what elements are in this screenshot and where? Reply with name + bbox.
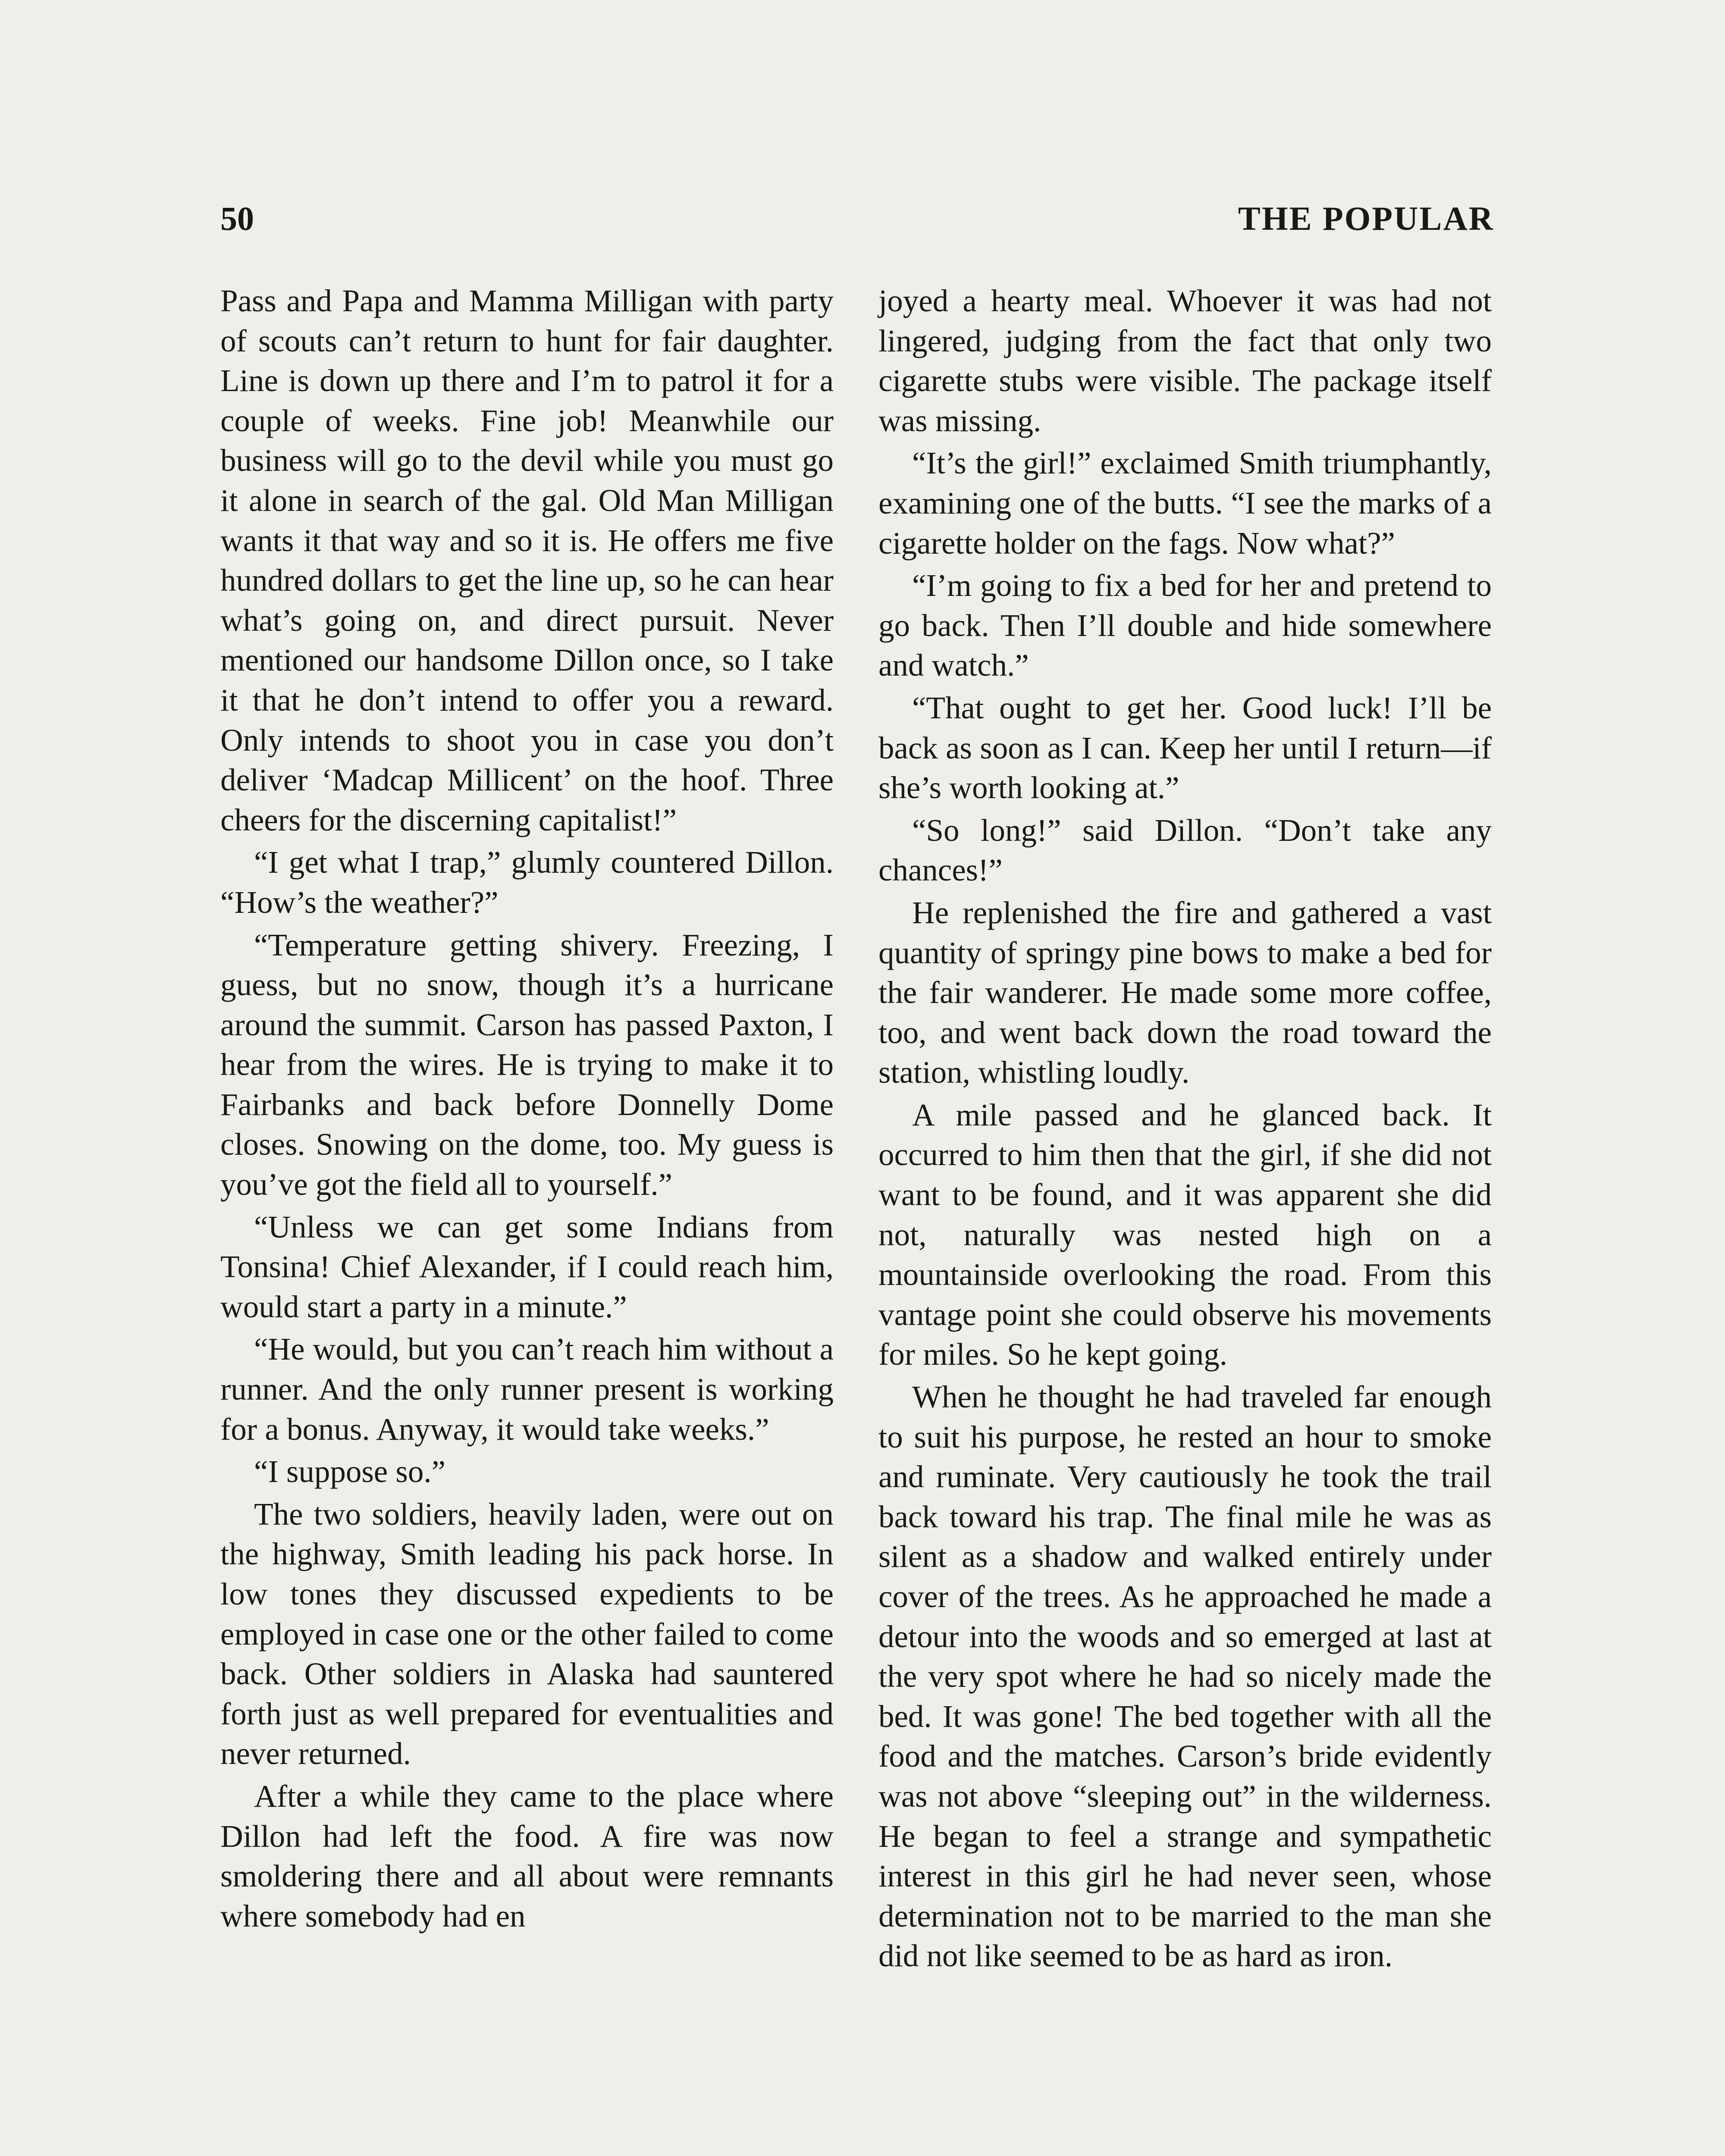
page-number: 50 bbox=[220, 200, 254, 237]
paragraph: “It’s the girl!” exclaimed Smith triumphantly, examining one of the butts. “I see the marks of a cigarette holder on the fags. Now what?” bbox=[878, 445, 1492, 561]
paragraph: When he thought he had traveled far enough to suit his purpose, he rested an hour to smoke and ruminate. Very cautiously he took the trail back toward his trap. The final mile he was as silent as a shadow and walked entirely under cover of the trees. As he approached he made a detour into the woods and so emerged at last at the very spot where he had so nicely made the bed. It was gone! The bed together with all the food and the matches. Carson’s bride evidently was not above “sleeping out” in the wilderness. He began to feel a strange and sympathetic interest in this girl he had never seen, whose determination not to be married to the man she did not like seemed to be as hard as iron. bbox=[878, 1379, 1492, 1974]
paragraph: joyed a hearty meal. Whoever it was had not lingered, judging from the fact that only two cigarette stubs were visible. The package itself was missing. bbox=[878, 283, 1492, 438]
paragraph: A mile passed and he glanced back. It occurred to him then that the girl, if she did not want to be found, and it was apparent she did not, naturally was nested high on a mountainside overlooking the road. From this vantage point she could observe his movements for miles. So he kept going. bbox=[878, 1097, 1492, 1372]
right-column bbox=[878, 281, 1492, 1979]
paragraph: “I get what I trap,” glumly countered Dillon. “How’s the weather?” bbox=[220, 845, 834, 920]
paragraph: “Temperature getting shivery. Freezing, I guess, but no snow, though it’s a hurricane around the summit. Carson has passed Paxton, I hear from the wires. He is trying to make it to Fairbanks and back before Donnelly Dome closes. Snowing on the dome, too. My guess is you’ve got the field all to yourself.” bbox=[220, 927, 834, 1202]
paragraph: The two soldiers, heavily laden, were out on the highway, Smith leading his pack horse. In low tones they discussed expedients to be employed in case one or the other failed to come back. Other soldiers in Alaska had sauntered forth just as well prepared for eventualities and never returned. bbox=[220, 1496, 834, 1771]
left-column bbox=[220, 281, 834, 1939]
paragraph: “I’m going to fix a bed for her and pretend to go back. Then I’ll double and hide somewhere and watch.” bbox=[878, 568, 1492, 683]
paragraph: “That ought to get her. Good luck! I’ll be back as soon as I can. Keep her until I return—if she’s worth looking at.” bbox=[878, 690, 1492, 805]
running-head: THE POPULAR bbox=[1238, 200, 1494, 237]
paragraph: He replenished the fire and gathered a vast quantity of springy pine bows to make a bed for the fair wanderer. He made some more coffee, too, and went back down the road toward the station, whistling loudly. bbox=[878, 895, 1492, 1090]
paragraph: “So long!” said Dillon. “Don’t take any chances!” bbox=[878, 812, 1492, 888]
paragraph: After a while they came to the place where Dillon had left the food. A fire was now smoldering there and all about were remnants where somebody had en bbox=[220, 1778, 834, 1934]
paragraph: “He would, but you can’t reach him without a runner. And the only runner present is working for a bonus. Anyway, it would take weeks.” bbox=[220, 1332, 834, 1447]
paragraph: “I suppose so.” bbox=[254, 1454, 445, 1489]
paragraph: “Unless we can get some Indians from Tonsina! Chief Alexander, if I could reach him, would start a party in a minute.” bbox=[220, 1209, 834, 1324]
paragraph: Pass and Papa and Mamma Milligan with party of scouts can’t return to hunt for fair daughter. Line is down up there and I’m to patrol it for a couple of weeks. Fine job! Meanwhile our business will go to the devil while you must go it alone in search of the gal. Old Man Milligan wants it that way and so it is. He offers me five hundred dollars to get the line up, so he can hear what’s going on, and direct pursuit. Never mentioned our handsome Dillon once, so I take it that he don’t intend to offer you a reward. Only intends to shoot you in case you don’t deliver ‘Madcap Millicent’ on the hoof. Three cheers for the discerning capitalist!” bbox=[220, 283, 834, 837]
